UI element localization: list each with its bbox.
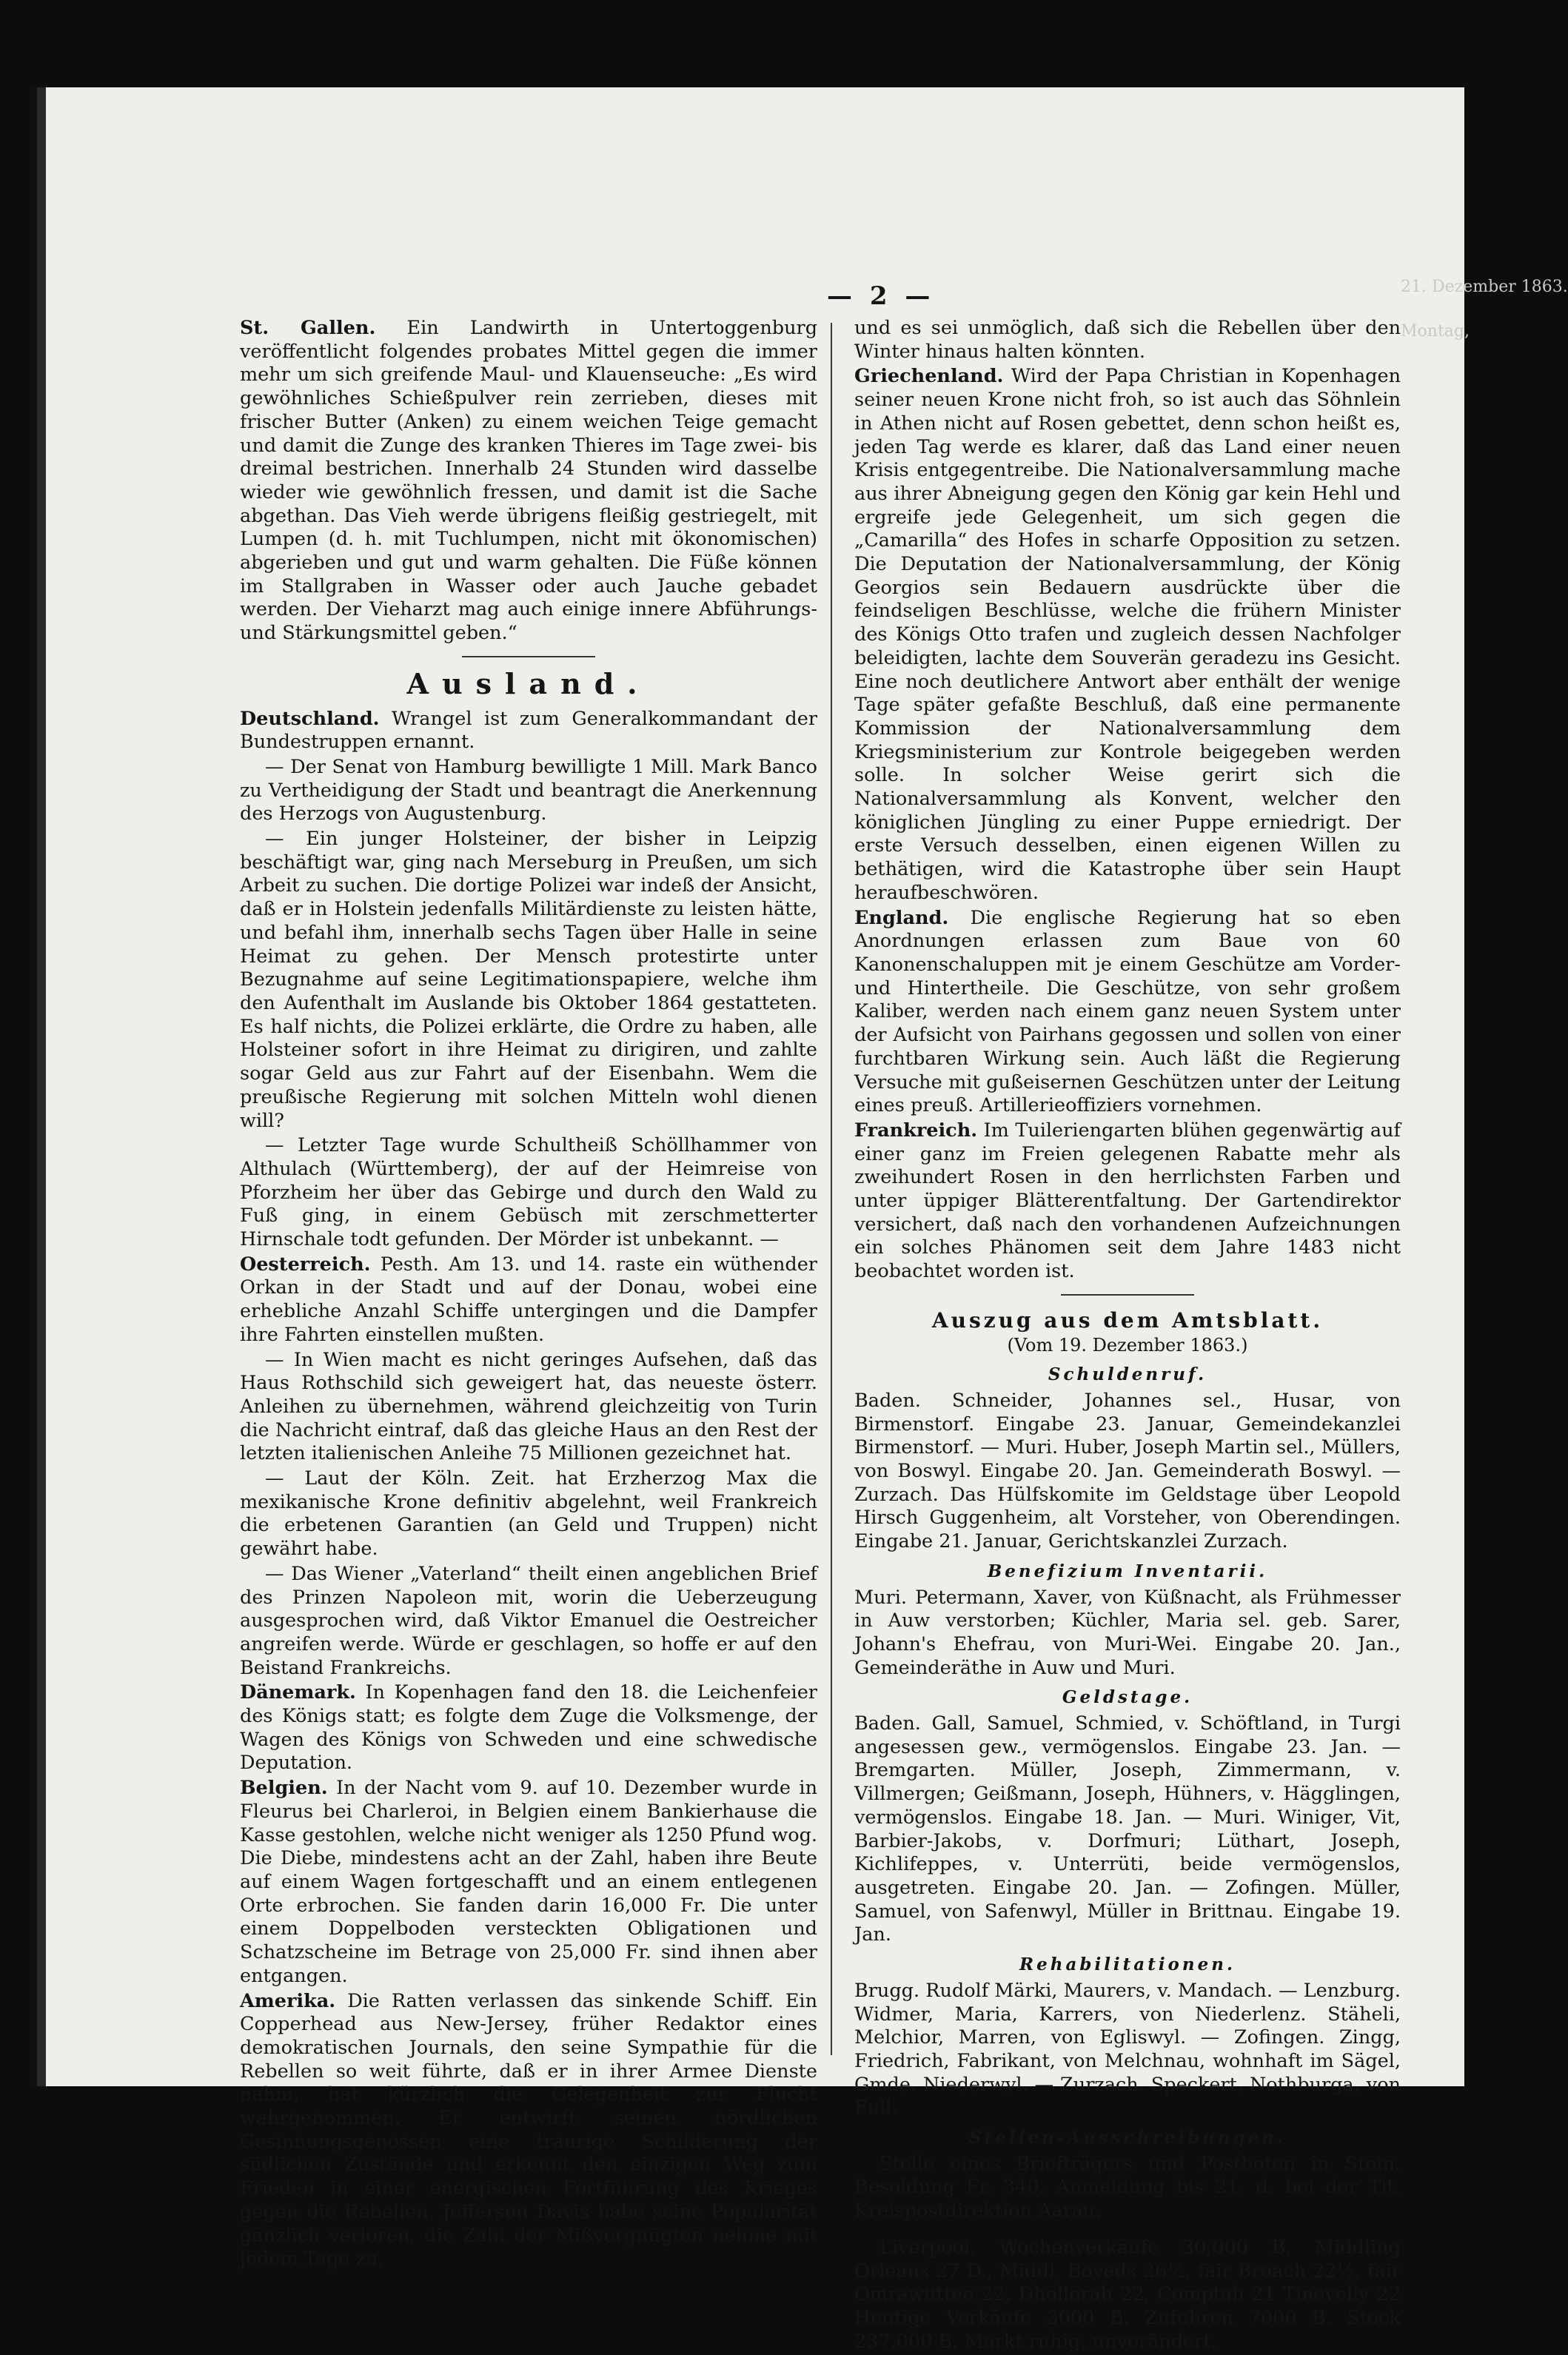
england-text: Die englische Regierung hat so eben Anordnungen erlassen zum Baue von 60 Kanonenschaluppen mit je einem Geschütze am Vorder- und Hintertheile. Die Geschütze, von sehr großem Kaliber, werden nach einem ganz neuen System unter der Aufsicht von Pairhans gegossen und sollen von einer furchtbaren Wirkung sein. Auch läßt die Regierung Versuche mit gußeisernen Geschützen unter der Leitung eines preuß. Artillerieoffiziers vornehmen. xyxy=(854,906,1401,1117)
geldstage-heading: Geldstage. xyxy=(1062,1687,1193,1708)
bleed-line xyxy=(1401,1009,1490,1031)
bleed-line xyxy=(1401,587,1490,609)
rehabilitationen-text: Brugg. Rudolf Märki, Maurers, v. Mandach. — Lenzburg. Widmer, Maria, Karrers, von Niederlenz. Stäheli, Melchior, Marren, von Egliswyl. — Zofingen. Zingg, Friedrich, Fabrikant, von Melchnau, wohnhaft im Sägel, Gmde. Niederwyl. — Zurzach. Speckert, Nothburga, von Full. xyxy=(854,1979,1401,2120)
benefizium-text: Muri. Petermann, Xaver, von Küßnacht, als Frühmesser in Auw verstorben; Küchler, Maria sel. geb. Sarer, Johann's Ehefrau, von Muri-Wei. Eingabe 20. Jan., Gemeinderäthe in Auw und Muri. xyxy=(854,1586,1401,1679)
bleed-line xyxy=(1401,1564,1490,1587)
bleed-line xyxy=(1401,1631,1490,1653)
stellen-text: Stelle eines Briefträgers und Postboten in Stein. Besoldung Fr. 340. Anmeldung bis 21. d. bei der Tit. Kreispostdirektion Aarau. xyxy=(854,2152,1401,2222)
oesterreich-text-1: Pesth. Am 13. und 14. raste ein wüthender Orkan in der Stadt und auf der Donau, wobei eine erhebliche Anzahl Schiffe untergingen und die Dampfer ihre Fahrten einstellen mußten. xyxy=(240,1253,817,1346)
bleed-line xyxy=(1401,343,1490,365)
ausland-title: Ausland. xyxy=(406,666,651,700)
separator-rule xyxy=(1061,1294,1194,1296)
bleed-line xyxy=(1401,1120,1490,1142)
benefizium-heading: Benefizium Inventarii. xyxy=(987,1561,1268,1581)
bleed-line xyxy=(1401,1520,1490,1542)
bleed-line xyxy=(1401,1031,1490,1053)
amerika-continued: und es sei unmöglich, daß sich die Rebellen über den Winter hinaus halten könnten. xyxy=(854,317,1401,363)
rehabilitationen-heading: Rehabilitationen. xyxy=(1019,1954,1236,1975)
bleed-line: Montag, xyxy=(1401,322,1470,341)
amtsblatt-title: Auszug aus dem Amtsblatt. xyxy=(931,1307,1324,1333)
st-gallen-text: Ein Landwirth in Untertoggenburg veröffentlicht folgendes probates Mittel gegen die immer mehr um sich greifende Maul- und Klauenseuche: „Es wird gewöhnliches Schießpulver rein zerrieben, dieses mit frischer Butter (Anken) zu einem weichen Teige gemacht und damit die Zunge des kranken Thieres im Tage zwei- bis dreimal bestrichen. Innerhalb 24 Stunden wird dasselbe wieder wie gewöhnlich fressen, und damit ist die Sache abgethan. Das Vieh werde übrigens fleißig gestriegelt, mit Lumpen (d. h. mit Tuchlumpen, nicht mit ökonomischen) abgerieben und gut und warm gehalten. Die Füße können im Stallgraben in Wasser oder auch Jauche gebadet werden. Der Vieharzt mag auch einige innere Abführungs- und Stärkungsmittel geben.“ xyxy=(240,317,818,645)
bleed-line xyxy=(1401,609,1490,632)
bleed-line xyxy=(1401,1165,1490,1187)
bleed-line xyxy=(1401,1364,1490,1387)
bleed-line xyxy=(1401,698,1490,720)
newspaper-page xyxy=(46,87,1568,2353)
bleed-line xyxy=(1401,432,1490,454)
bleed-line xyxy=(1401,476,1490,498)
bleed-line xyxy=(1401,654,1490,676)
bleed-line xyxy=(1401,1142,1490,1165)
bleed-line xyxy=(1401,543,1490,565)
bleed-line xyxy=(1401,1276,1490,1298)
bleed-line xyxy=(1401,743,1490,765)
left-column xyxy=(240,317,817,2273)
bleed-line xyxy=(1401,854,1490,876)
bleed-line xyxy=(1401,831,1490,854)
oesterreich-text-4: — Das Wiener „Vaterland“ theilt einen angeblichen Brief des Prinzen Napoleon mit, worin die Ueberzeugung ausgesprochen wird, daß Viktor Emanuel die Oestreicher angreifen werde. Würde er geschlagen, so hoffe er auf den Beistand Frankreichs. xyxy=(240,1562,817,1679)
oesterreich-heading: Oesterreich. xyxy=(240,1253,371,1276)
bleed-line xyxy=(1401,765,1490,787)
bleed-line xyxy=(1401,942,1490,965)
bleed-line xyxy=(1401,1253,1490,1276)
bleed-line: 21. Dezember 1863. xyxy=(1401,278,1568,296)
bleed-line xyxy=(1401,787,1490,809)
deutschland-text-2: — Der Senat von Hamburg bewilligte 1 Mill. Mark Banco zu Vertheidigung der Stadt und beantragt die Anerkennung des Herzogs von Augustenburg. xyxy=(240,755,817,825)
belgien-text: In der Nacht vom 9. auf 10. Dezember wurde in Fleurus bei Charleroi, in Belgien einem Bankierhause die Kasse gestohlen, welche nicht weniger als 1250 Pfund wog. Die Diebe, mindestens acht an der Zahl, haben ihre Beute auf einem Wagen fortgeschafft und an einem entlegenen Orte erbrochen. Sie fanden darin 16,000 Fr. Die unter einem Doppelboden versteckten Obligationen und Schatzscheine im Betrage von 25,000 Fr. sind ihnen aber entgangen. xyxy=(240,1777,817,1987)
bleed-line xyxy=(1401,1587,1490,1609)
geldstage-text: Baden. Gall, Samuel, Schmied, v. Schöftland, in Turgi angesessen gew., vermögenslos. Eingabe 23. Jan. — Bremgarten. Müller, Joseph, Zimmermann, v. Villmergen; Geißmann, Joseph, Hühners, v. Hägglingen, vermögenslos. Eingabe 18. Jan. — Muri. Winiger, Vit, Barbier-Jakobs, v. Dorfmuri; Lüthart, Joseph, Kichlifeppes, v. Unterrüti, beide vermögenslos, ausgetreten. Eingabe 20. Jan. — Zofingen. Müller, Samuel, von Safenwyl, Müller in Brittnau. Eingabe 19. Jan. xyxy=(854,1712,1401,1946)
deutschland-text-3: — Ein junger Holsteiner, der bisher in Leipzig beschäftigt war, ging nach Merseburg in Preußen, um sich Arbeit zu suchen. Die dortige Polizei war indeß der Ansicht, daß er in Holstein jedenfalls Militärdienste zu leisten hätte, und befahl ihm, innerhalb sechs Tagen über Halle in seine Heimat zu gehen. Der Mensch protestirte unter Bezugnahme auf seine Legitimationspapiere, welche ihm den Aufenthalt im Auslande bis Oktober 1864 gestatteten. Es half nichts, die Polizei erklärte, die Ordre zu haben, alle Holsteiner sofort in ihre Heimat zu dirigiren, und zahlte sogar Geld aus zur Fahrt auf der Eisenbahn. Wem die preußische Regierung mit solchen Mitteln wohl dienen will? xyxy=(240,828,817,1132)
griechenland-heading: Griechenland. xyxy=(854,365,1004,388)
bleed-line xyxy=(1401,920,1490,942)
belgien-heading: Belgien. xyxy=(240,1777,328,1800)
column-divider xyxy=(831,323,832,2055)
right-column xyxy=(854,317,1401,2355)
bleed-line xyxy=(1401,1187,1490,1209)
daenemark-text: In Kopenhagen fand den 18. die Leichenfeier des Königs statt; es folgte dem Zuge die Volksmenge, der Wagen des Königs von Schweden und eine schwedische Deputation. xyxy=(240,1681,817,1775)
bleed-line xyxy=(1401,1498,1490,1520)
bleed-line xyxy=(1401,1298,1490,1320)
amerika-heading: Amerika. xyxy=(240,1989,336,2012)
bleed-line xyxy=(1401,1542,1490,1564)
bleed-line xyxy=(1401,720,1490,743)
bleed-line xyxy=(1401,1609,1490,1631)
amerika-text: Die Ratten verlassen das sinkende Schiff. Ein Copperhead aus New-Jersey, früher Redaktor eines demokratischen Journals, den seine Sympathie für die Rebellen so weit führte, daß er in ihrer Armee Dienste nahm, hat kürzlich die Gelegenheit zur Flucht wahrgenommen. Er entwirft seinen nördlichen Gesinnungsgenossen eine traurige Schilderung der südlichen Zustände und erkennt den einzigen Weg zum Frieden in einer energischen Fortführung des Krieges gegen die Rebellen. Jefferson Davis habe seine Popularität gänzlich verloren, die Zahl der Mißvergnügten nehme mit jedem Tage zu, xyxy=(240,1989,818,2271)
bleed-line xyxy=(1401,676,1490,698)
bleed-line xyxy=(1401,1053,1490,1076)
bleed-line xyxy=(1401,876,1490,898)
bleed-line xyxy=(1401,1231,1490,1253)
bleed-line xyxy=(1401,1387,1490,1409)
bleed-line xyxy=(1401,409,1490,432)
deutschland-text-4: — Letzter Tage wurde Schultheiß Schöllhammer von Althulach (Württemberg), der auf der Heimreise von Pforzheim her über das Gebirge und durch den Wald zu Fuß ging, in einem Gebüsch mit zerschmetterter Hirnschale todt gefunden. Der Mörder ist unbekannt. — xyxy=(240,1134,817,1251)
bleed-line xyxy=(1401,1453,1490,1475)
bleed-line xyxy=(1401,1320,1490,1342)
frankreich-heading: Frankreich. xyxy=(854,1119,978,1142)
stellen-heading: Stellen-Ausschreibungen. xyxy=(969,2128,1286,2148)
bleed-line xyxy=(1401,565,1490,587)
griechenland-text: Wird der Papa Christian in Kopenhagen seiner neuen Krone nicht froh, so ist auch das Söhnlein in Athen nicht auf Rosen gebettet, denn schon heißt es, jeden Tag werde es klarer, daß das Land einer neuen Krisis entgegentreibe. Die Nationalversammlung mache aus ihrer Abneigung gegen den König gar kein Hehl und ergreife jede Gelegenheit, um sich gegen die „Camarilla“ des Hofes in scharfe Opposition zu setzen. Die Deputation der Nationalversammlung, der König Georgios sein Bedauern ausdrückte über die feindseligen Beschlüsse, welche die frühern Minister des Königs Otto trafen und zugleich dessen Nachfolger beleidigten, lachte dem Souverän geradezu ins Gesicht. Eine noch deutlichere Antwort aber enthält der wenige Tage später gefaßte Beschluß, daß eine permanente Kommission der Nationalversammlung dem Kriegsministerium zur Kontrole beigegeben werden solle. In solcher Weise gerirt sich die Nationalversammlung als Konvent, welcher den königlichen Jüngling zu einer Puppe erniedrigt. Der erste Versuch desselben, einen eigenen Willen zu bethätigen, wird die Katastrophe über sein Haupt heraufbeschwören. xyxy=(854,365,1401,904)
bleed-line xyxy=(1401,898,1490,920)
bleed-line xyxy=(1401,1076,1490,1098)
amtsblatt-date: (Vom 19. Dezember 1863.) xyxy=(1007,1334,1248,1356)
bleed-line xyxy=(1401,1475,1490,1498)
bleed-line xyxy=(1401,365,1490,387)
liverpool-text: Liverpool. Wochenverkäufe 30,000 B. Middling Orleans 27 D., Middl. Boveds 26½, fair Broach 22½, fair Omrawuttee 22, Dhollerah 22, Comptah 21 Tinevelly 22 Heutige Verkäufe 3000 B. Zufuhren 7000 B. Stock 237,000 B. Markt ruhig, unverändert. xyxy=(854,2236,1401,2353)
bleed-line xyxy=(1401,1409,1490,1431)
bleed-line xyxy=(1401,632,1490,654)
bleed-line xyxy=(1401,987,1490,1009)
bleed-line xyxy=(1401,1342,1490,1364)
bleed-line xyxy=(1401,1431,1490,1453)
bleed-line xyxy=(1401,498,1490,520)
bleed-line xyxy=(1401,965,1490,987)
bleed-line xyxy=(1401,520,1490,543)
schuldenruf-text: Baden. Schneider, Johannes sel., Husar, von Birmenstorf. Eingabe 23. Januar, Gemeindekanzlei Birmenstorf. — Muri. Huber, Joseph Martin sel., Müllers, von Boswyl. Eingabe 20. Jan. Gemeinderath Boswyl. — Zurzach. Das Hülfskomite im Geldstage über Leopold Hirsch Guggenheim, alt Vorsteher, von Oberendingen. Eingabe 21. Januar, Gerichtskanzlei Zurzach. xyxy=(854,1389,1401,1553)
deutschland-heading: Deutschland. xyxy=(240,707,380,730)
daenemark-heading: Dänemark. xyxy=(240,1681,356,1704)
bleed-line xyxy=(1401,1098,1490,1120)
separator-rule xyxy=(462,656,595,657)
deutschland-text-1: Wrangel ist zum Generalkommandant der Bundestruppen ernannt. xyxy=(240,707,818,754)
bleed-line xyxy=(1401,809,1490,831)
page-number: — 2 — xyxy=(827,281,935,311)
st-gallen-heading: St. Gallen. xyxy=(240,317,376,339)
oesterreich-text-3: — Laut der Köln. Zeit. hat Erzherzog Max die mexikanische Krone definitiv abgelehnt, weil Frankreich die erbetenen Garantien (an Geld und Truppen) nicht gewährt habe. xyxy=(240,1467,817,1561)
facing-page-bleed xyxy=(1401,276,1568,2157)
england-heading: England. xyxy=(854,906,949,929)
bleed-line xyxy=(1401,298,1490,321)
frankreich-text: Im Tuileriengarten blühen gegenwärtig auf einer ganz im Freien gelegenen Rabatte mehr als zweihundert Rosen in den herrlichsten Farben und unter üppiger Blätterentfaltung. Der Gartendirektor versichert, daß nach den vorhandenen Aufzeichnungen ein solches Phänomen seit dem Jahre 1483 nicht beobachtet worden ist. xyxy=(854,1119,1401,1283)
bleed-line xyxy=(1401,454,1490,476)
bleed-line xyxy=(1401,1209,1490,1231)
bleed-line xyxy=(1401,387,1490,409)
schuldenruf-heading: Schuldenruf. xyxy=(1048,1364,1207,1385)
oesterreich-text-2: — In Wien macht es nicht geringes Aufsehen, daß das Haus Rothschild sich geweigert hat, das neueste österr. Anleihen zu übernehmen, während gleichzeitig von Turin die Nachricht eintraf, daß das gleiche Haus an den Rest der letzten italienischen Anleihe 75 Millionen gezeichnet hat. xyxy=(240,1348,817,1465)
